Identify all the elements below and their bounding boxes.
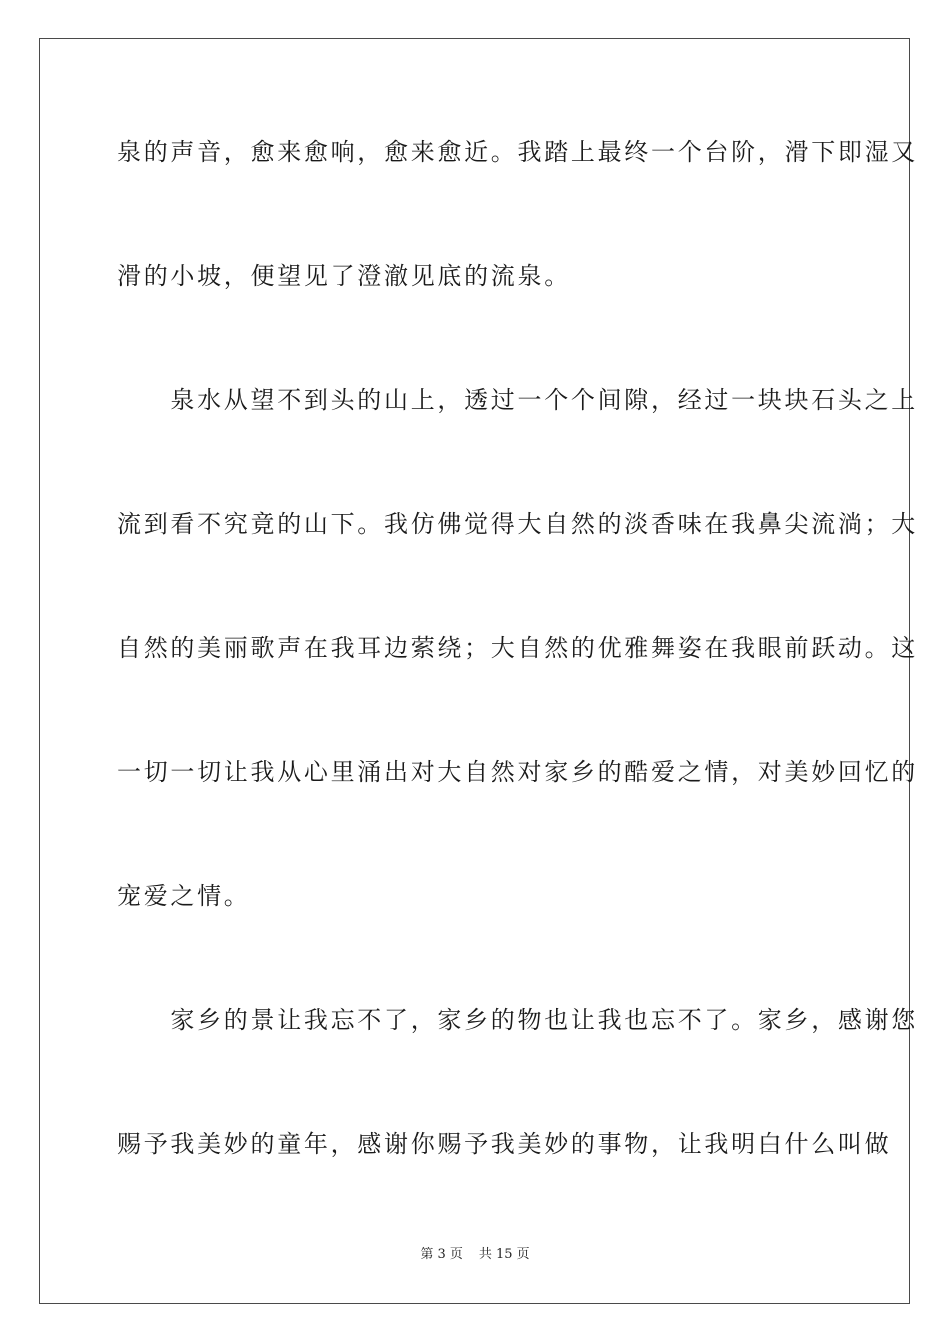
body-text-line: 一切一切让我从心里涌出对大自然对家乡的酷爱之情，对美妙回忆的 [117,758,918,786]
body-text-line: 流到看不究竟的山下。我仿佛觉得大自然的淡香味在我鼻尖流淌；大 [117,510,918,538]
body-text-line: 自然的美丽歌声在我耳边萦绕；大自然的优雅舞姿在我眼前跃动。这 [117,634,918,662]
body-text-line: 宠爱之情。 [117,882,251,910]
page-border [39,38,918,1304]
body-text-line: 赐予我美妙的童年，感谢你赐予我美妙的事物，让我明白什么叫做 [117,1130,892,1158]
body-text-line: 家乡的景让我忘不了，家乡的物也让我也忘不了。家乡，感谢您 [117,1006,918,1034]
page-footer [0,1246,950,1264]
body-text-line: 泉水从望不到头的山上，透过一个个间隙，经过一块块石头之上 [117,386,918,414]
body-text-line: 泉的声音，愈来愈响，愈来愈近。我踏上最终一个台阶，滑下即湿又 [117,138,918,166]
page-total: 共 15 页 [478,1247,530,1262]
page-number: 第 3 页 [420,1247,463,1262]
body-text-line: 滑的小坡，便望见了澄澈见底的流泉。 [117,262,571,290]
